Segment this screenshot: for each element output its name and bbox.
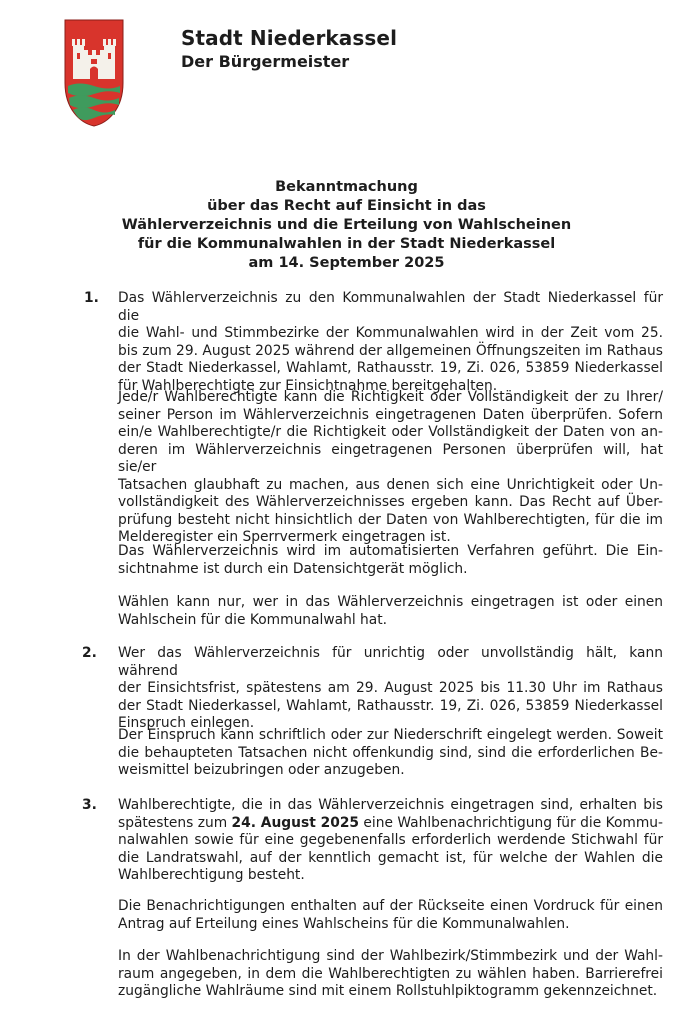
text-line: deren im Wählerverzeichnis eingetragenen Personen überprüfen will, hat sie/er bbox=[118, 441, 663, 475]
text-line: Tatsachen glaubhaft zu machen, aus denen sich eine Unrichtigkeit oder Un- bbox=[118, 476, 663, 493]
paragraph bbox=[118, 543, 663, 578]
section-number: 1. bbox=[84, 290, 99, 306]
text-span: spätestens zum bbox=[118, 814, 232, 831]
text-line: Das Wählerverzeichnis zu den Kommunalwahlen der Stadt Niederkassel für die bbox=[118, 290, 663, 324]
paragraph bbox=[118, 389, 663, 547]
heading-line: Bekanntmachung bbox=[275, 179, 418, 195]
text-line: für Wahlberechtigte zur Einsichtnahme bereitgehalten. bbox=[118, 377, 498, 394]
paragraph bbox=[118, 645, 663, 733]
text-line: Wählen kann nur, wer in das Wählerverzeichnis eingetragen ist oder einen bbox=[118, 594, 663, 610]
text-line: die Landratswahl, auf der kenntlich gemacht ist, für welche der Wahlen die bbox=[118, 849, 663, 866]
text-line: Die Benachrichtigungen enthalten auf der Rückseite einen Vordruck für einen bbox=[118, 898, 663, 914]
paragraph bbox=[118, 797, 663, 885]
text-line: Wahlschein für die Kommunalwahl hat. bbox=[118, 611, 388, 628]
text-line: der Stadt Niederkassel, Wahlamt, Rathausstr. 19, Zi. 026, 53859 Niederkassel bbox=[118, 360, 663, 376]
text-line: Das Wählerverzeichnis wird im automatisierten Verfahren geführt. Die Ein- bbox=[118, 543, 663, 559]
text-line: die Wahl- und Stimmbezirke der Kommunalwahlen wird in der Zeit vom 25. bbox=[118, 325, 663, 341]
paragraph bbox=[118, 898, 663, 933]
text-line: raum angegeben, in dem die Wahlberechtigten zu wählen haben. Barrierefrei bbox=[118, 965, 663, 982]
section-number: 3. bbox=[82, 797, 97, 813]
text-line: In der Wahlbenachrichtigung sind der Wahlbezirk/Stimmbezirk und der Wahl- bbox=[118, 948, 663, 964]
text-line: Wahlberechtigte, die in das Wählerverzeichnis eingetragen sind, erhalten bis bbox=[118, 797, 663, 813]
city-crest-icon bbox=[64, 19, 124, 127]
text-line: Einspruch einlegen. bbox=[118, 715, 255, 731]
text-line: Wahlberechtigung besteht. bbox=[118, 867, 305, 883]
text-line: Jede/r Wahlberechtigte kann die Richtigkeit oder Vollständigkeit der zu Ihrer/ bbox=[118, 389, 663, 405]
text-line: seiner Person im Wählerverzeichnis eingetragenen Daten überprüfen. Sofern bbox=[118, 406, 663, 423]
paragraph bbox=[118, 727, 663, 780]
paragraph bbox=[118, 594, 663, 629]
text-line: zugängliche Wahlräume sind mit einem Rollstuhlpiktogramm gekennzeichnet. bbox=[118, 983, 658, 999]
text-line: die behaupteten Tatsachen nicht offenkundig sind, sind die erforderlichen Be- bbox=[118, 744, 663, 761]
text-span: eine Wahlbenachrichtigung für die Kommu- bbox=[359, 814, 663, 831]
text-line: Wer das Wählerverzeichnis für unrichtig oder unvollständig hält, kann während bbox=[118, 645, 663, 679]
heading-line: Wählerverzeichnis und die Erteilung von Wahlscheinen bbox=[121, 217, 572, 233]
heading-line: für die Kommunalwahlen in der Stadt Niederkassel bbox=[137, 236, 556, 252]
text-line: Melderegister ein Sperrvermerk eingetragen ist. bbox=[118, 529, 451, 545]
text-line: der Stadt Niederkassel, Wahlamt, Rathausstr. 19, Zi. 026, 53859 Niederkassel bbox=[118, 697, 663, 714]
paragraph bbox=[118, 290, 663, 395]
text-line: der Einsichtsfrist, spätestens am 29. August 2025 bis 11.30 Uhr im Rathaus bbox=[118, 680, 663, 696]
text-line: vollständigkeit des Wählerverzeichnisses ergeben kann. Das Recht auf Über- bbox=[118, 494, 663, 510]
text-line: nalwahlen sowie für eine gegebenenfalls erforderlich werdende Stichwahl für bbox=[118, 832, 663, 848]
highlighted-date: 24. August 2025 bbox=[231, 814, 360, 831]
header-subtitle: Der Bürgermeister bbox=[181, 52, 350, 71]
text-line: sichtnahme ist durch ein Datensichtgerät möglich. bbox=[118, 560, 468, 577]
text-line: Antrag auf Erteilung eines Wahlscheins für die Kommunalwahlen. bbox=[118, 915, 570, 932]
paragraph bbox=[118, 948, 663, 1001]
header-title: Stadt Niederkassel bbox=[181, 26, 398, 50]
text-line: ein/e Wahlberechtigte/r die Richtigkeit oder Vollständigkeit der Daten von an- bbox=[118, 424, 663, 440]
document-heading bbox=[60, 178, 633, 273]
text-line: prüfung besteht nicht hinsichtlich der Daten von Wahlberechtigten, für die im bbox=[118, 511, 663, 528]
text-line: weismittel beizubringen oder anzugeben. bbox=[118, 762, 405, 778]
heading-line: über das Recht auf Einsicht in das bbox=[207, 198, 486, 214]
section-number: 2. bbox=[82, 645, 97, 661]
text-line: bis zum 29. August 2025 während der allgemeinen Öffnungszeiten im Rathaus bbox=[118, 342, 663, 359]
heading-line: am 14. September 2025 bbox=[248, 255, 445, 271]
text-line bbox=[118, 815, 663, 833]
text-line: Der Einspruch kann schriftlich oder zur Niederschrift eingelegt werden. Soweit bbox=[118, 727, 663, 743]
